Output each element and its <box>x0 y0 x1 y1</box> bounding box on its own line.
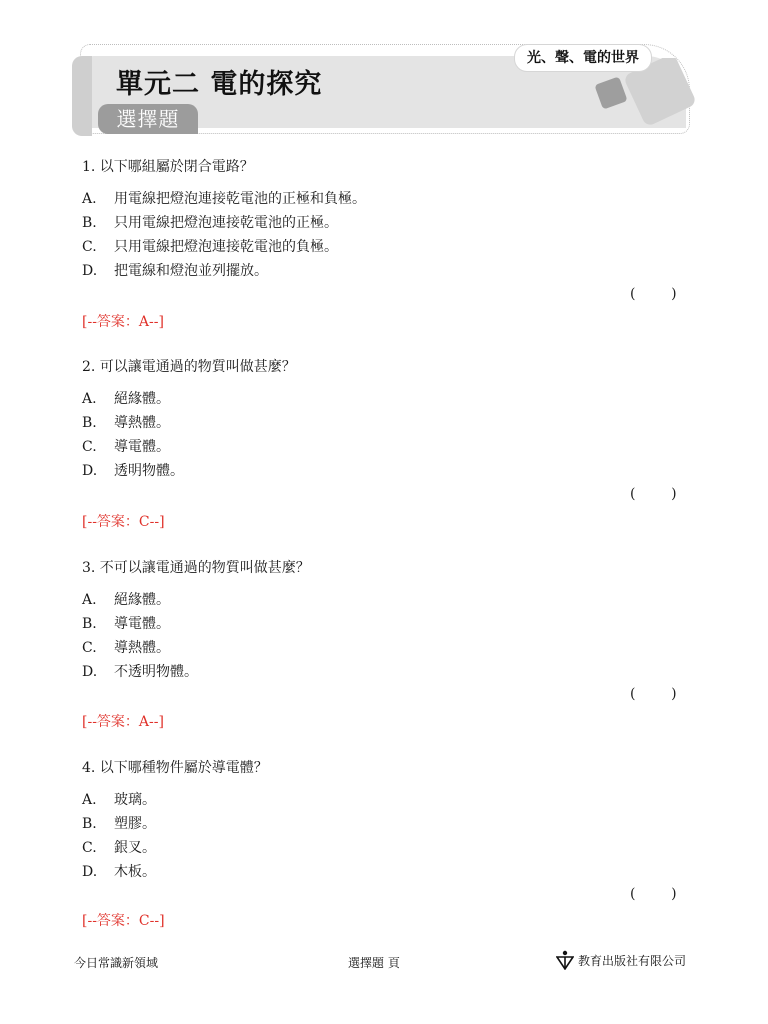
option-letter: C. <box>82 439 97 455</box>
option-text: 導熱體。 <box>114 415 170 431</box>
option-c[interactable] <box>82 637 170 657</box>
option-c[interactable] <box>82 236 338 256</box>
answer-bracket[interactable]: ( ) <box>630 886 677 902</box>
option-text: 絕緣體。 <box>114 391 170 407</box>
option-text: 用電線把燈泡連接乾電池的正極和負極。 <box>114 191 366 207</box>
option-b[interactable] <box>82 412 170 432</box>
option-letter: C. <box>82 840 97 856</box>
option-letter: B. <box>82 415 97 431</box>
option-text: 絕緣體。 <box>114 592 170 608</box>
option-letter: A. <box>82 792 97 808</box>
option-letter: D. <box>82 463 98 479</box>
question-stem: 4. 以下哪種物件屬於導電體？ <box>82 760 268 776</box>
option-text: 透明物體。 <box>114 463 184 479</box>
option-text: 玻璃。 <box>114 792 156 808</box>
option-b[interactable] <box>82 813 156 833</box>
answer-key: [--答案：C--] <box>82 913 165 929</box>
option-text: 只用電線把燈泡連接乾電池的正極。 <box>114 215 338 231</box>
option-text: 塑膠。 <box>114 816 156 832</box>
question-stem: 1. 以下哪組屬於閉合電路？ <box>82 159 254 175</box>
page-footer <box>0 950 768 974</box>
option-letter: A. <box>82 592 97 608</box>
option-text: 把電線和燈泡並列擺放。 <box>114 263 268 279</box>
option-letter: B. <box>82 816 97 832</box>
option-letter: D. <box>82 664 98 680</box>
option-b[interactable] <box>82 613 170 633</box>
option-letter: C. <box>82 640 97 656</box>
option-d[interactable] <box>82 260 268 280</box>
publisher-logo-icon <box>556 950 574 970</box>
option-a[interactable] <box>82 388 170 408</box>
option-letter: D. <box>82 263 98 279</box>
footer-series: 今日常識新領域 <box>74 956 159 970</box>
question-stem: 2. 可以讓電通過的物質叫做甚麼？ <box>82 359 296 375</box>
option-text: 導電體。 <box>114 439 170 455</box>
option-a[interactable] <box>82 589 170 609</box>
option-letter: D. <box>82 864 98 880</box>
option-letter: C. <box>82 239 97 255</box>
section-tag: 選擇題 <box>98 104 198 134</box>
option-a[interactable] <box>82 188 366 208</box>
answer-key: [--答案：A--] <box>82 714 164 730</box>
answer-key: [--答案：C--] <box>82 514 165 530</box>
option-letter: A. <box>82 391 97 407</box>
footer-page: 選擇題 頁 <box>348 956 400 970</box>
option-text: 銀叉。 <box>114 840 156 856</box>
option-letter: B. <box>82 616 97 632</box>
option-b[interactable] <box>82 212 338 232</box>
option-d[interactable] <box>82 661 198 681</box>
option-text: 不透明物體。 <box>114 664 198 680</box>
question-stem: 3. 不可以讓電通過的物質叫做甚麼？ <box>82 560 310 576</box>
publisher-name: 教育出版社有限公司 <box>578 953 687 968</box>
option-letter: B. <box>82 215 97 231</box>
answer-bracket[interactable]: ( ) <box>630 686 677 702</box>
answer-bracket[interactable]: ( ) <box>630 286 677 302</box>
option-c[interactable] <box>82 837 156 857</box>
series-label: 光、聲、電的世界 <box>514 44 652 72</box>
option-text: 導電體。 <box>114 616 170 632</box>
answer-key: [--答案：A--] <box>82 314 164 330</box>
answer-bracket[interactable]: ( ) <box>630 486 677 502</box>
option-d[interactable] <box>82 861 156 881</box>
option-text: 只用電線把燈泡連接乾電池的負極。 <box>114 239 338 255</box>
option-a[interactable] <box>82 789 156 809</box>
option-text: 木板。 <box>114 864 156 880</box>
unit-title: 單元二 電的探究 <box>116 69 323 100</box>
option-d[interactable] <box>82 460 184 480</box>
option-text: 導熱體。 <box>114 640 170 656</box>
option-c[interactable] <box>82 436 170 456</box>
option-letter: A. <box>82 191 97 207</box>
footer-publisher <box>556 950 686 970</box>
